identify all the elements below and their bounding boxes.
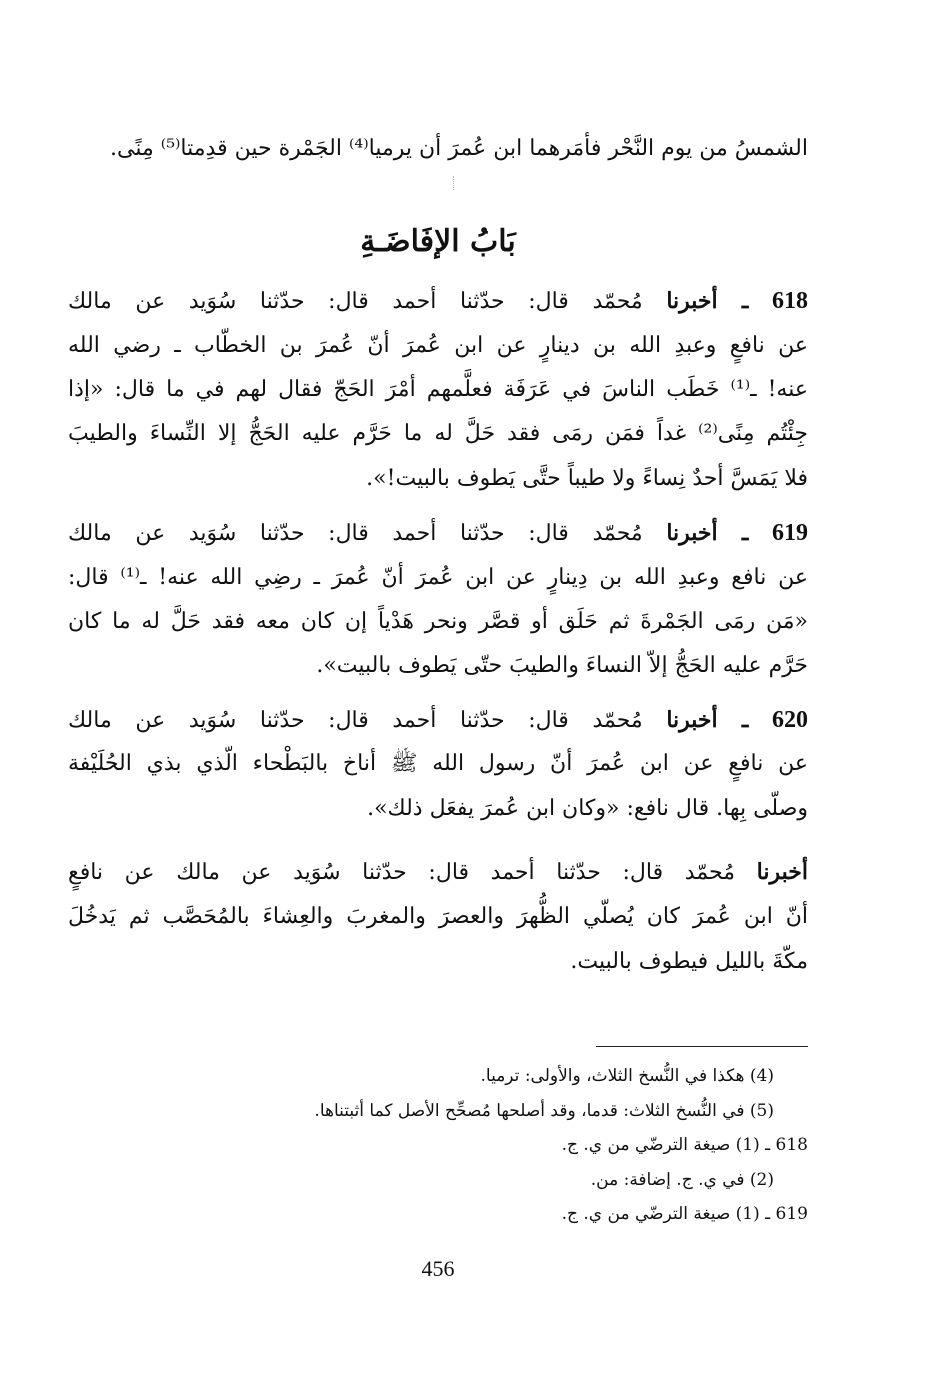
print-speck xyxy=(453,176,456,190)
hadith-618-line-2: عن نافعٍ وعبدِ الله بن دينارٍ عن ابن عُمرَ أنّ عُمرَ بن الخطّاب ـ رضي الله xyxy=(68,333,808,358)
footnote-619-1: 619 ـ (1) صيغة الترضّي من ي. ج. xyxy=(561,1204,808,1224)
hadith-620-line-1 xyxy=(68,705,808,736)
hadith-lead: أخبرنا xyxy=(756,859,808,885)
footnote-618-2: (2) في ي. ج. إضافة: من. xyxy=(590,1170,774,1190)
hadith-text: مُحمّد قال: حدّثنا أحمد قال: حدّثنا سُوَيد عن مالك xyxy=(68,708,643,733)
hadith-620-line-3: وصلّى بِها. قال نافع: «وكان ابن عُمرَ يفعَل ذلك». xyxy=(367,796,808,821)
footnote-4: (4) هكذا في النُّسخ الثلاث، والأولى: ترميا. xyxy=(480,1066,774,1086)
hadith-number: 618 xyxy=(772,288,808,314)
hadith-618-line-3: عنه! ـ⁽¹⁾ خَطَب الناسَ في عَرَفَة فعلَّمهم أمْرَ الحَجّ فقال لهم في ما قال: «إذا xyxy=(68,377,808,402)
hadith-number: 620 xyxy=(772,707,808,733)
hadith-lead: ـ أخبرنا xyxy=(666,520,749,546)
hadith-619-line-4: حَرَّم عليه الحَجُّ إلاّ النساءَ والطيبَ حتّى يَطوف بالبيت». xyxy=(316,653,808,678)
hadith-618-line-5: فلا يَمَسَّ أحدٌ نِساءً ولا طيباً حتَّى يَطوف بالبيت!». xyxy=(366,466,808,491)
hadith-619-line-3: «مَن رمَى الجَمْرةَ ثم حَلَق أو قصَّر ونحر هَدْياً إن كان معه فقد حَلَّ له ما كان xyxy=(68,609,808,634)
footnote-separator xyxy=(596,1046,808,1047)
page-number: 456 xyxy=(421,1256,455,1281)
book-page xyxy=(68,0,808,1380)
hadith-text: مُحمّد قال: حدّثنا أحمد قال: حدّثنا سُوَيد عن مالك xyxy=(68,289,643,314)
hadith-lead: ـ أخبرنا xyxy=(666,707,749,733)
hadith-618-line-4: جِئْتُم مِنًى⁽²⁾ غداً فمَن رمَى فقد حَلَّ له ما حَرَّم عليه الحَجُّ إلا النِّساءَ والطيبَ xyxy=(68,421,808,446)
hadith-621-line-1 xyxy=(68,857,808,888)
hadith-618-line-1 xyxy=(68,286,808,317)
footnote-618-1: 618 ـ (1) صيغة الترضّي من ي. ج. xyxy=(561,1135,808,1155)
hadith-text: مُحمّد قال: حدّثنا أحمد قال: حدّثنا سُوَيد عن مالك xyxy=(68,521,643,546)
chapter-heading: بَابُ الإفَاضَـةِ xyxy=(360,224,516,259)
hadith-number: 619 xyxy=(772,520,808,546)
hadith-621-line-3: مكّةَ بالليل فيطوف بالبيت. xyxy=(570,949,808,974)
hadith-619-line-1 xyxy=(68,518,808,549)
footnote-5: (5) في النُّسخ الثلاث: قدما، وقد أصلحها مُصحِّح الأصل كما أثبتناها. xyxy=(314,1101,774,1121)
hadith-619-line-2: عن نافع وعبدِ الله بن دِينارٍ عن ابن عُمرَ أنّ عُمرَ ـ رضِي الله عنه! ـ⁽¹⁾ قال: xyxy=(68,565,809,590)
hadith-text: مُحمّد قال: حدّثنا أحمد قال: حدّثنا سُوَيد عن مالك عن نافعٍ xyxy=(68,860,736,885)
hadith-621-line-2: أنّ ابن عُمرَ كان يُصلّي الظُّهرَ والعصرَ والمغربَ والعِشاءَ بالمُحَصَّب ثم يَدخُلَ xyxy=(68,904,808,929)
hadith-lead: ـ أخبرنا xyxy=(666,288,749,314)
hadith-620-line-2: عن نافعٍ عن ابن عُمرَ أنّ رسول الله ﷺ أناخ بالبَطْحاء الّذي بذي الحُلَيْفة xyxy=(68,751,808,776)
top-line: الشمسُ من يوم النَّحْر فأمَرهما ابن عُمرَ أن يرميا⁽⁴⁾ الجَمْرة حين قدِمتا⁽⁵⁾ مِنًى. xyxy=(110,136,808,161)
